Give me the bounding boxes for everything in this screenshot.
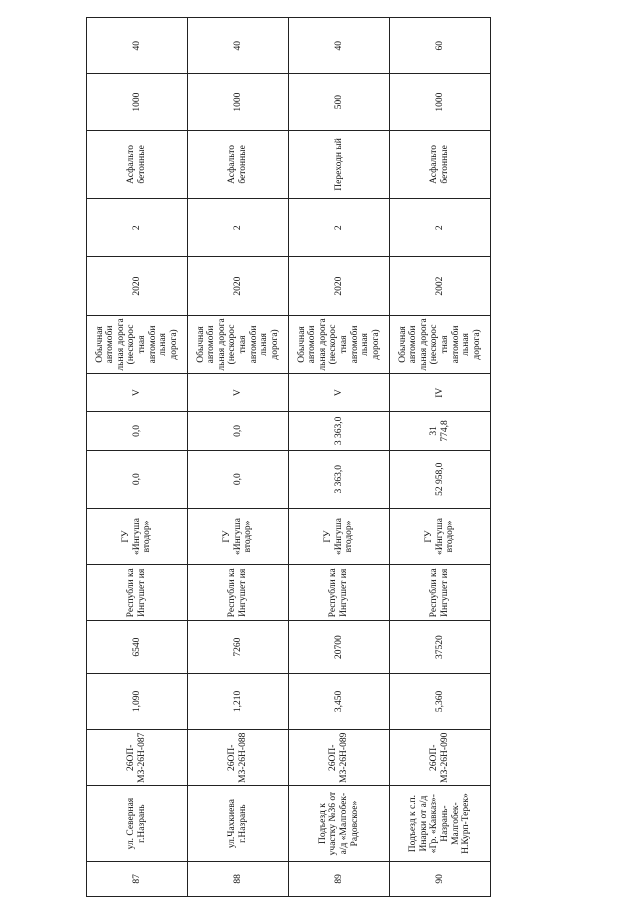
cell-operator	[289, 508, 390, 564]
cell-intensity	[188, 74, 289, 130]
operator-text: ГУ «Ингуша втодор»	[121, 518, 153, 555]
area-text: 20700	[333, 635, 344, 659]
type-text: Обычная автомоби льная дорога (нескорос тная автомоби льная дорога)	[397, 318, 482, 371]
cell-cost-a	[188, 450, 289, 508]
name-text: Подъезд к участку №36 от а/д «Малгобек-Радовское»	[317, 791, 360, 856]
cell-year	[188, 257, 289, 315]
category-text: V	[333, 389, 344, 397]
cell-length	[390, 673, 491, 729]
surface-text: Асфальто бетонные	[227, 144, 248, 184]
num-text: 88	[232, 874, 243, 884]
cell-speed	[390, 18, 491, 74]
surface-text: Асфальто бетонные	[126, 144, 147, 184]
cell-length	[87, 673, 188, 729]
cost-b-text: 0,0	[232, 424, 243, 437]
type-text: Обычная автомоби льная дорога (нескорос тная автомоби льная дорога)	[94, 318, 179, 371]
cell-surface	[390, 130, 491, 198]
cell-length	[188, 673, 289, 729]
lanes-text: 2	[232, 225, 243, 231]
cell-type	[289, 315, 390, 373]
cell-cost-b	[188, 412, 289, 450]
surface-text: Переходн ый	[333, 138, 344, 191]
length-text: 1,090	[131, 690, 142, 713]
cell-num	[87, 861, 188, 896]
cost-a-text: 0,0	[232, 473, 243, 486]
operator-text: ГУ «Ингуша втодор»	[222, 518, 254, 555]
num-text: 90	[434, 874, 445, 884]
intensity-text: 500	[333, 94, 344, 110]
cell-area	[390, 621, 491, 673]
area-text: 7260	[232, 637, 243, 657]
lanes-text: 2	[333, 225, 344, 231]
cell-speed	[87, 18, 188, 74]
category-text: V	[232, 389, 243, 397]
year-text: 2002	[434, 276, 445, 296]
cost-a-text: 3 363,0	[333, 464, 344, 494]
cell-cost-a	[390, 450, 491, 508]
cost-b-text: 0,0	[131, 424, 142, 437]
cell-num	[188, 861, 289, 896]
cell-speed	[188, 18, 289, 74]
table-body	[87, 18, 491, 897]
cell-name	[390, 786, 491, 861]
rotated-table-wrapper	[86, 17, 491, 897]
operator-text: ГУ «Ингуша втодор»	[323, 518, 355, 555]
cell-owner	[87, 565, 188, 621]
length-text: 5,360	[434, 690, 445, 713]
year-text: 2020	[232, 276, 243, 296]
year-text: 2020	[131, 276, 142, 296]
speed-text: 40	[232, 40, 243, 51]
cell-id	[87, 730, 188, 786]
cell-operator	[87, 508, 188, 564]
cell-lanes	[188, 199, 289, 257]
cell-id	[289, 730, 390, 786]
name-text: Подъезд к с.п. Инарки от а/д «Гр. «Кавказ»-Назрань-Малгобек-Н.Курп-Терек»	[408, 793, 472, 854]
cell-speed	[289, 18, 390, 74]
id-text: 26ОП-МЗ-26Н-089	[328, 732, 349, 783]
cell-category	[188, 374, 289, 412]
cell-cost-b	[390, 412, 491, 450]
cell-lanes	[390, 199, 491, 257]
roads-table	[86, 17, 491, 897]
cell-num	[390, 861, 491, 896]
cell-surface	[188, 130, 289, 198]
cell-intensity	[289, 74, 390, 130]
table-row	[289, 18, 390, 897]
category-text: IV	[434, 387, 445, 398]
table-row	[87, 18, 188, 897]
speed-text: 60	[434, 40, 445, 51]
cell-year	[390, 257, 491, 315]
cell-type	[87, 315, 188, 373]
cell-cost-a	[289, 450, 390, 508]
cell-category	[390, 374, 491, 412]
cell-name	[289, 786, 390, 861]
table-row	[188, 18, 289, 897]
speed-text: 40	[131, 40, 142, 51]
table-row	[390, 18, 491, 897]
cell-id	[390, 730, 491, 786]
intensity-text: 1000	[232, 92, 243, 112]
owner-text: Республи ка Ингушет ия	[227, 568, 248, 618]
type-text: Обычная автомоби льная дорога (нескорос тная автомоби льная дорога)	[296, 318, 381, 371]
area-text: 37520	[434, 635, 445, 659]
year-text: 2020	[333, 276, 344, 296]
owner-text: Республи ка Ингушет ия	[429, 568, 450, 618]
cell-operator	[188, 508, 289, 564]
cell-category	[87, 374, 188, 412]
cell-name	[87, 786, 188, 861]
speed-text: 40	[333, 40, 344, 51]
cell-category	[289, 374, 390, 412]
id-text: 26ОП-МЗ-26Н-088	[227, 732, 248, 783]
num-text: 89	[333, 874, 344, 884]
cost-a-text: 0,0	[131, 473, 142, 486]
cell-surface	[87, 130, 188, 198]
cell-year	[87, 257, 188, 315]
operator-text: ГУ «Ингуша втодор»	[424, 518, 456, 555]
cell-operator	[390, 508, 491, 564]
cell-cost-b	[289, 412, 390, 450]
length-text: 1,210	[232, 690, 243, 713]
cell-id	[188, 730, 289, 786]
cell-year	[289, 257, 390, 315]
cell-intensity	[390, 74, 491, 130]
type-text: Обычная автомоби льная дорога (нескорос тная автомоби льная дорога)	[195, 318, 280, 371]
cell-type	[188, 315, 289, 373]
category-text: V	[131, 389, 142, 397]
cell-area	[289, 621, 390, 673]
lanes-text: 2	[131, 225, 142, 231]
cost-b-text: 31 774,8	[429, 420, 450, 442]
cell-name	[188, 786, 289, 861]
name-text: ул.Чахкиева г.Назрань	[227, 799, 248, 849]
id-text: 26ОП-МЗ-26Н-087	[126, 732, 147, 783]
cell-owner	[188, 565, 289, 621]
cell-cost-b	[87, 412, 188, 450]
cost-b-text: 3 363,0	[333, 416, 344, 446]
name-text: ул. Северная г.Назрань	[126, 797, 147, 850]
cell-owner	[289, 565, 390, 621]
id-text: 26ОП-МЗ-26Н-090	[429, 732, 450, 783]
cell-type	[390, 315, 491, 373]
cell-num	[289, 861, 390, 896]
cell-length	[289, 673, 390, 729]
area-text: 6540	[131, 637, 142, 657]
intensity-text: 1000	[434, 92, 445, 112]
cell-lanes	[289, 199, 390, 257]
cell-area	[188, 621, 289, 673]
cell-area	[87, 621, 188, 673]
owner-text: Республи ка Ингушет ия	[126, 568, 147, 618]
cell-owner	[390, 565, 491, 621]
cell-intensity	[87, 74, 188, 130]
length-text: 3,450	[333, 690, 344, 713]
cost-a-text: 52 958,0	[434, 462, 445, 496]
owner-text: Республи ка Ингушет ия	[328, 568, 349, 618]
lanes-text: 2	[434, 225, 445, 231]
cell-lanes	[87, 199, 188, 257]
cell-surface	[289, 130, 390, 198]
num-text: 87	[131, 874, 142, 884]
cell-cost-a	[87, 450, 188, 508]
surface-text: Асфальто бетонные	[429, 144, 450, 184]
intensity-text: 1000	[131, 92, 142, 112]
